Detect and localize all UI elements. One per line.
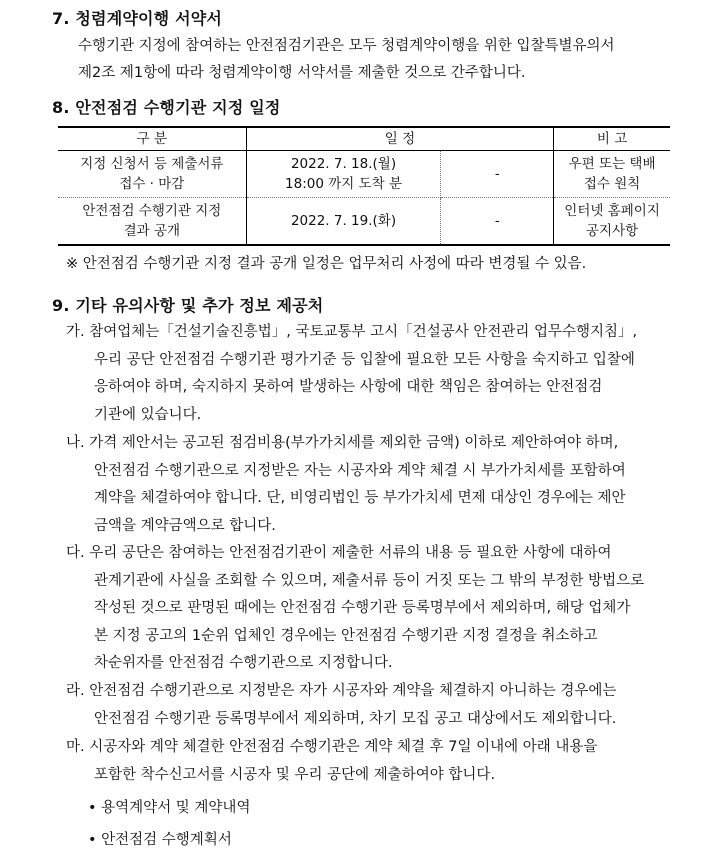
cell-text: 18:00 까지 도착 분: [285, 176, 403, 192]
row-extra: -: [441, 198, 554, 246]
item-line: 금액을 계약금액으로 합니다.: [94, 517, 276, 534]
schedule-table: [58, 126, 670, 246]
item-line: 나. 가격 제안서는 공고된 점검비용(부가가치세를 제외한 금액) 이하로 제안하여야 하며,: [66, 435, 619, 451]
section-7-line: 제2조 제1항에 따라 청렴계약이행 서약서를 제출한 것으로 간주합니다.: [78, 65, 526, 81]
item-line: 본 지정 공고의 1순위 업체인 경우에는 안전점검 수행기관 지정 결정을 취소하고: [94, 627, 598, 644]
bullet-item: • 용역계약서 및 계약내역: [88, 800, 251, 816]
list-item: [66, 430, 626, 540]
table-row: [58, 198, 670, 246]
list-item: [66, 540, 644, 678]
item-line: 작성된 것으로 판명된 때에는 안전점검 수행기관 등록명부에서 제외하며, 해당 업체가: [94, 600, 631, 616]
row-note: [554, 151, 670, 198]
item-line: 다. 우리 공단은 참여하는 안전점검기관이 제출한 서류의 내용 등 필요한 사항에 대하여: [66, 545, 612, 561]
row-date: [246, 151, 441, 198]
section-8-title: 8. 안전점검 수행기관 지정 일정: [52, 98, 281, 117]
table-row: [58, 151, 670, 198]
row-extra: -: [441, 151, 554, 198]
cell-text: 지정 신청서 등 제출서류: [80, 156, 224, 172]
header-category: 구 분: [58, 127, 246, 151]
table-header-row: [58, 127, 670, 151]
item-line: 관계기관에 사실을 조회할 수 있으며, 제출서류 등이 거짓 또는 그 밖의 부정한 방법으로: [94, 572, 645, 589]
cell-text: 2022. 7. 19.(화): [290, 213, 397, 229]
header-schedule: 일 정: [246, 127, 554, 151]
list-item: [66, 734, 597, 789]
cell-text: 결과 공개: [123, 223, 181, 239]
item-line: 기관에 있습니다.: [94, 406, 202, 423]
cell-text: 공지사항: [586, 223, 639, 239]
row-category: [58, 198, 246, 246]
cell-text: 접수 원칙: [583, 176, 641, 192]
row-category: [58, 151, 246, 198]
cell-text: 우편 또는 택배: [568, 156, 656, 172]
item-line: 포함한 착수신고서를 시공자 및 우리 공단에 제출하여야 합니다.: [94, 766, 496, 783]
header-remarks: 비 고: [554, 127, 670, 151]
row-note: [554, 198, 670, 246]
section-7-line: 수행기관 지정에 참여하는 안전점검기관은 모두 청렴계약이행을 위한 입찰특별유의서: [78, 38, 615, 54]
cell-text: 인터넷 홈페이지: [564, 203, 660, 219]
cell-text: 안전점검 수행기관 지정: [82, 203, 222, 219]
item-line: 차순위자를 안전점검 수행기관으로 지정합니다.: [94, 655, 393, 671]
section-7-title: 7. 청렴계약이행 서약서: [52, 9, 223, 28]
item-line: 라. 안전점검 수행기관으로 지정받은 자가 시공자와 계약을 체결하지 아니하는 경우에는: [66, 683, 617, 699]
item-line: 응하여야 하며, 숙지하지 못하여 발생하는 사항에 대한 책임은 참여하는 안전점검: [94, 379, 603, 395]
cell-text: 2022. 7. 18.(월): [290, 156, 397, 172]
item-line: 안전점검 수행기관으로 지정받은 자는 시공자와 계약 체결 시 부가가치세를 포함하여: [94, 462, 626, 479]
item-line: 마. 시공자와 계약 체결한 안전점검 수행기관은 계약 체결 후 7일 이내에 아래 내용을: [66, 739, 598, 755]
cell-text: 접수 · 마감: [119, 176, 185, 192]
schedule-footnote: ※ 안전점검 수행기관 지정 결과 공개 일정은 업무처리 사정에 따라 변경될 수 있음.: [66, 256, 587, 272]
section-9-title: 9. 기타 유의사항 및 추가 정보 제공처: [52, 296, 324, 315]
item-line: 우리 공단 안전점검 수행기관 평가기준 등 입찰에 필요한 모든 사항을 숙지하고 입찰에: [94, 351, 635, 368]
item-line: 가. 참여업체는「건설기술진흥법」, 국토교통부 고시「건설공사 안전관리 업무수행지침」,: [66, 324, 638, 340]
item-line: 안전점검 수행기관 등록명부에서 제외하며, 차기 모집 공고 대상에서도 제외합니다.: [94, 710, 617, 727]
section-7-body: [78, 33, 615, 87]
list-item: [66, 678, 616, 733]
row-date: [246, 198, 441, 246]
bullet-item: • 안전점검 수행계획서: [88, 832, 232, 848]
item-line: 계약을 체결하여야 합니다. 단, 비영리법인 등 부가가치세 면제 대상인 경우에는 제안: [94, 490, 626, 506]
list-item: [66, 319, 637, 429]
